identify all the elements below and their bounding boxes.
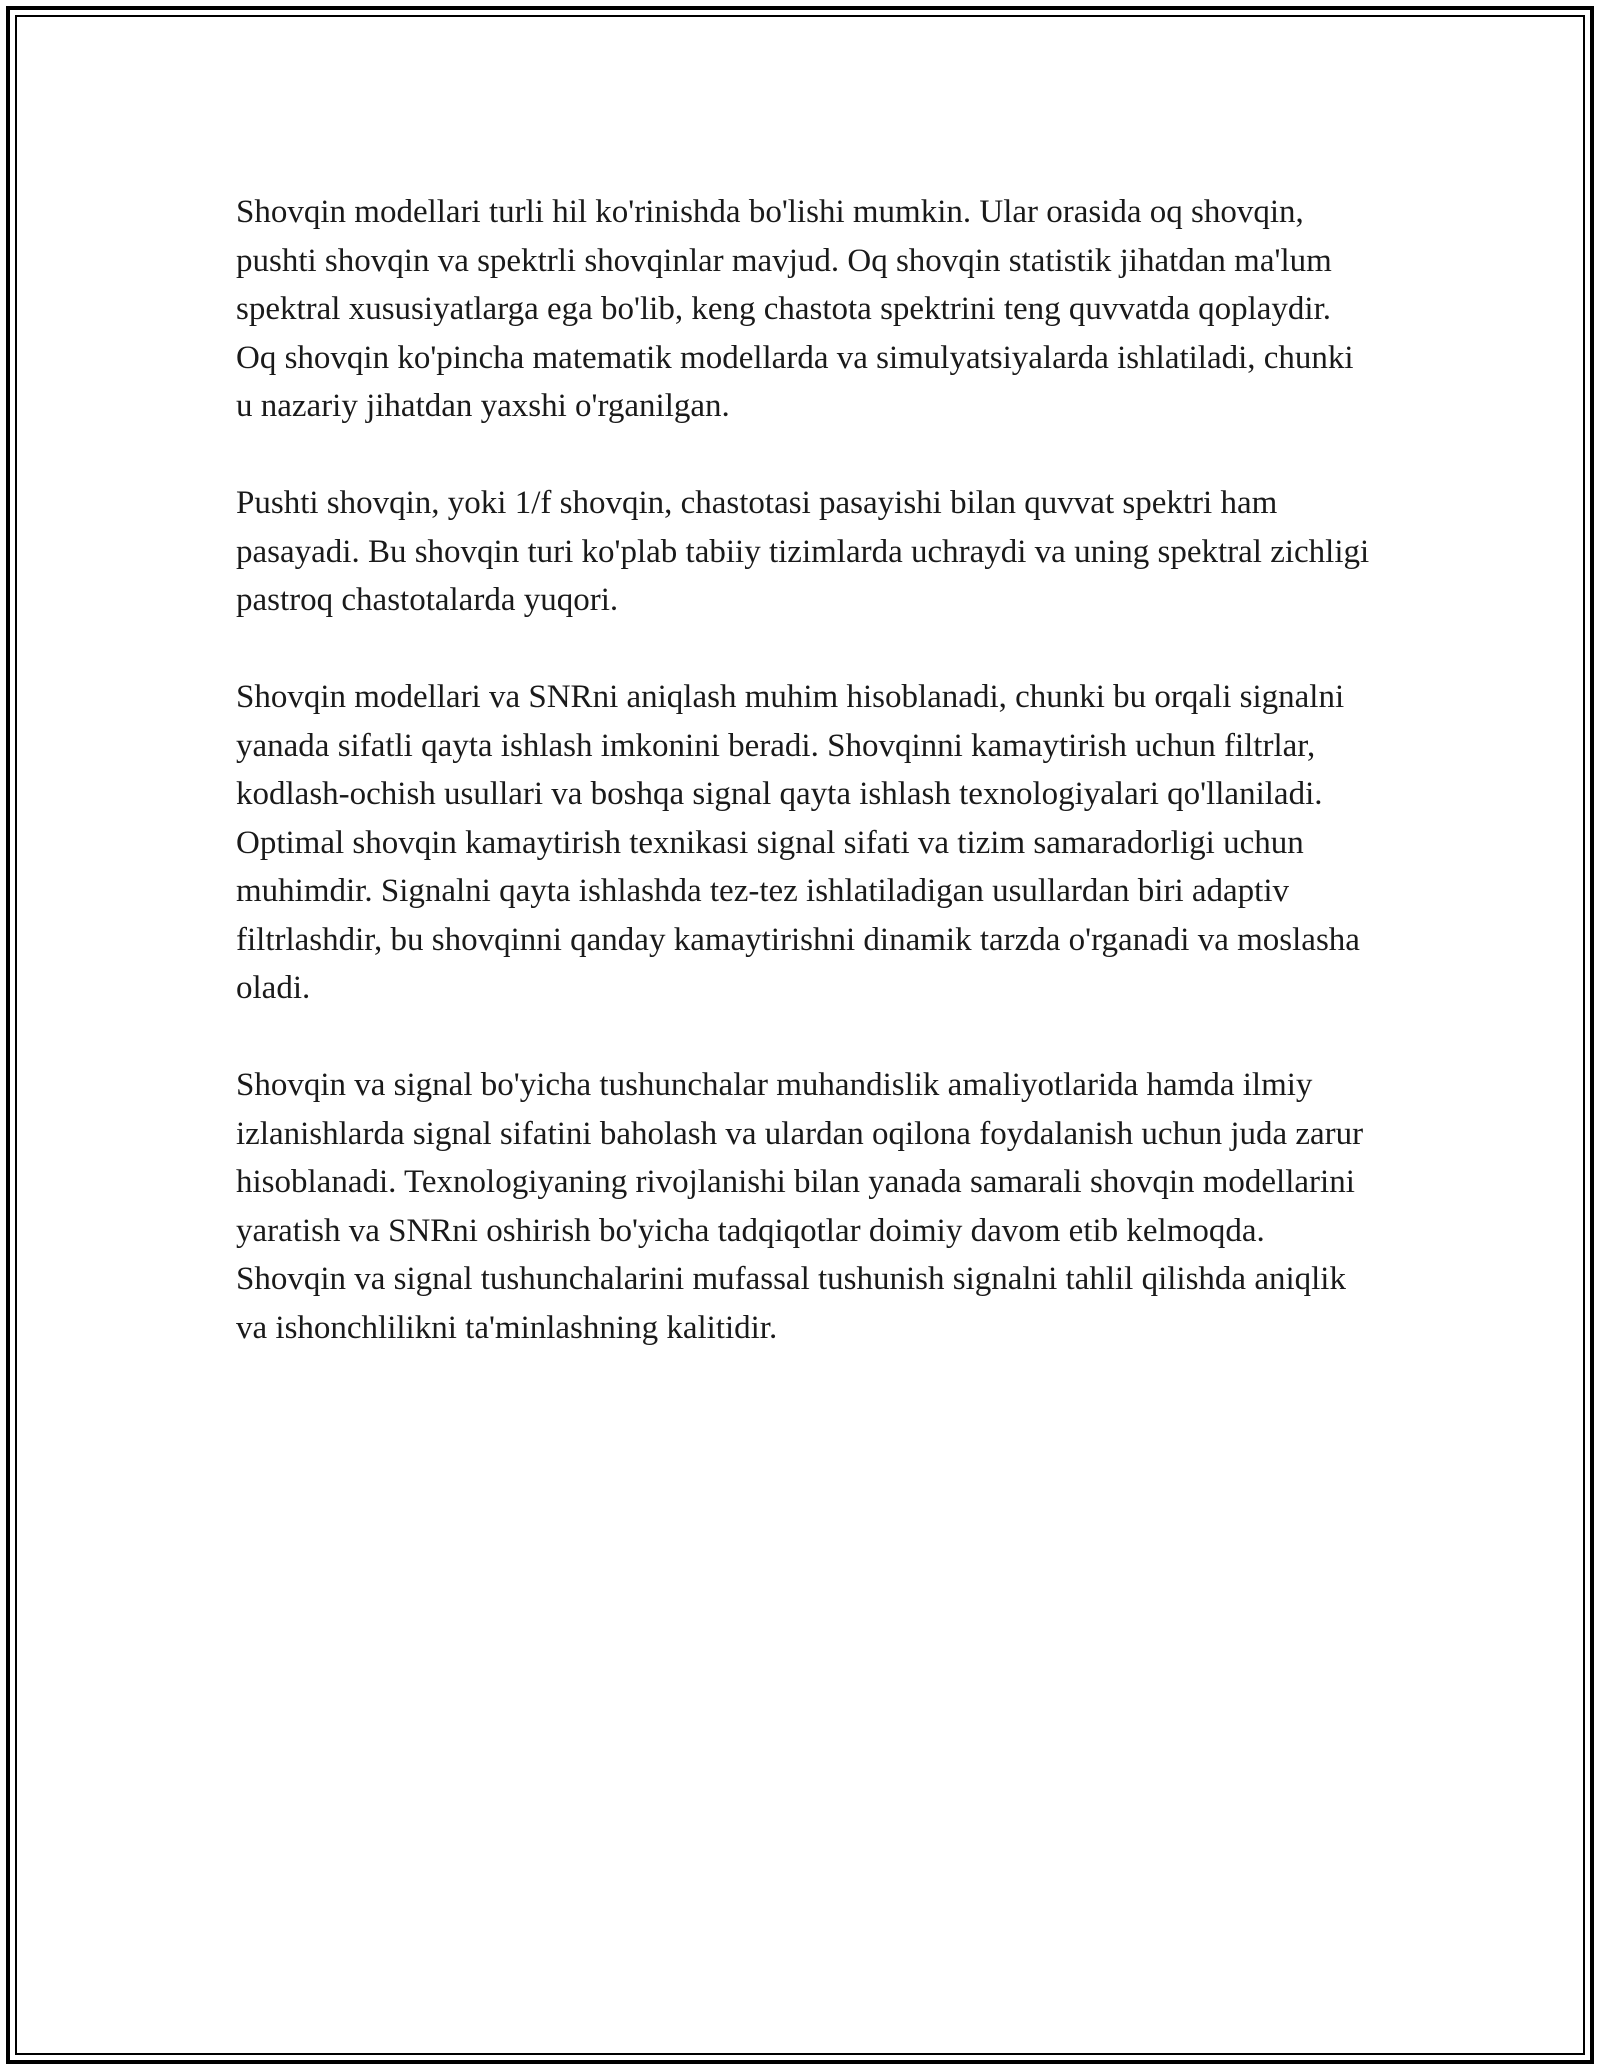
paragraph-white-noise: Shovqin modellari turli hil ko'rinishda bo'lishi mumkin. Ular orasida oq shovqin, pushti shovqin va spektrli shovqinlar mavjud. Oq shovqin statistik jihatdan ma'lum spektral xususiyatlarga ega bo'lib, keng chastota spektrini teng quvvatda qoplaydir. Oq shovqin ko'pincha matematik modellarda va simulyatsiyalarda ishlatiladi, chunki u nazariy jihatdan yaxshi o'rganilgan. (236, 194, 1354, 424)
paragraph-pink-noise: Pushti shovqin, yoki 1/f shovqin, chastotasi pasayishi bilan quvvat spektri ham pasayadi. Bu shovqin turi ko'plab tabiiy tizimlarda uchraydi va uning spektral zichligi pastroq chastotalarda yuqori. (236, 485, 1370, 618)
document-body (236, 188, 1376, 1401)
paragraph-noise-reduction: Shovqin modellari va SNRni aniqlash muhim hisoblanadi, chunki bu orqali signalni yanada sifatli qayta ishlash imkonini beradi. Shovqinni kamaytirish uchun filtrlar, kodlash-ochish usullari va boshqa signal qayta ishlash texnologiyalari qo'llaniladi. Optimal shovqin kamaytirish texnikasi signal sifati va tizim samaradorligi uchun muhimdir. Signalni qayta ishlashda tez-tez ishlatiladigan usullardan biri adaptiv filtrlashdir, bu shovqinni qanday kamaytirishni dinamik tarzda o'rganadi va moslasha oladi. (236, 679, 1360, 1006)
paragraph-conclusion: Shovqin va signal bo'yicha tushunchalar muhandislik amaliyotlarida hamda ilmiy izlanishlarda signal sifatini baholash va ulardan oqilona foydalanish uchun juda zarur hisoblanadi. Texnologiyaning rivojlanishi bilan yanada samarali shovqin modellarini yaratish va SNRni oshirish bo'yicha tadqiqotlar doimiy davom etib kelmoqda. Shovqin va signal tushunchalarini mufassal tushunish signalni tahlil qilishda aniqlik va ishonchlilikni ta'minlashning kalitidir. (236, 1067, 1364, 1346)
